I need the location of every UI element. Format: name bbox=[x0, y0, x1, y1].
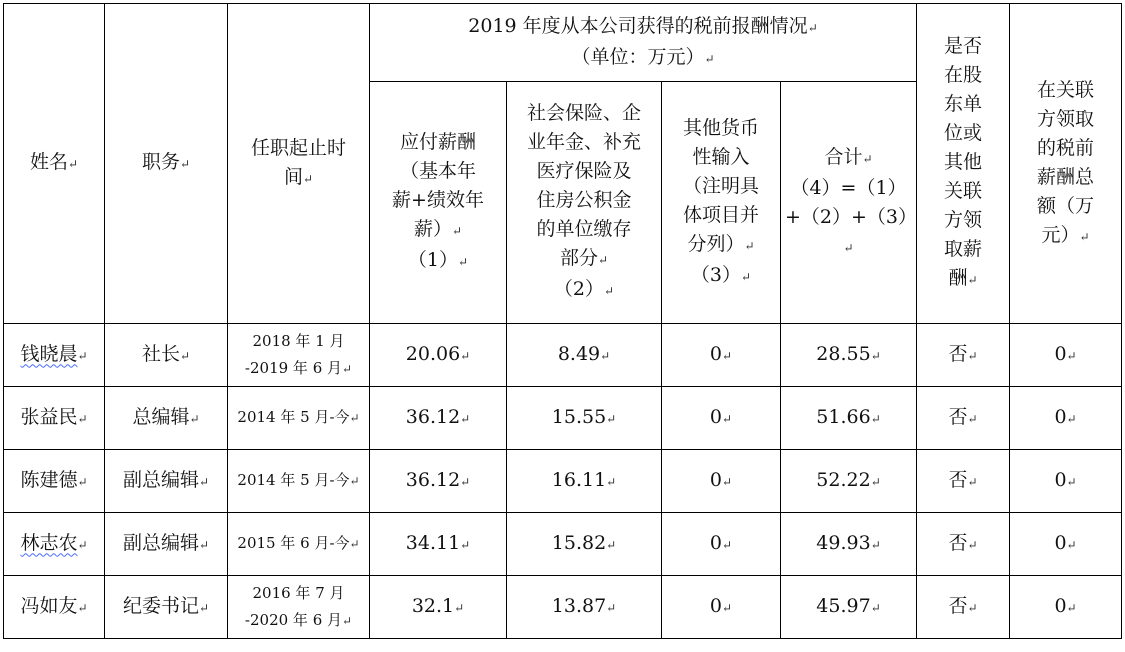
cell-tenure: 2016 年 7 月 -2020 年 6 月↵ bbox=[228, 576, 370, 639]
group-unit: （单位：万元） bbox=[571, 46, 705, 68]
cell-position: 总编辑↵ bbox=[105, 387, 228, 450]
cell-tenure: 2014 年 5 月-今↵ bbox=[228, 387, 370, 450]
group-title: 2019 年度从本公司获得的税前报酬情况 bbox=[468, 15, 808, 37]
cell-related: 否↵ bbox=[917, 324, 1010, 387]
cell-total: 49.93↵ bbox=[781, 513, 917, 576]
header-col1: 应付薪酬 （基本年 薪+绩效年 薪）↵ （1）↵ bbox=[370, 82, 507, 324]
cell-related: 否↵ bbox=[917, 387, 1010, 450]
cell-related-pay: 0↵ bbox=[1010, 387, 1122, 450]
header-related-flag: 是否 在股 东单 位或 其他 关联 方领 取薪 酬↵ bbox=[917, 4, 1010, 324]
cell-social: 15.55↵ bbox=[507, 387, 662, 450]
cell-related: 否↵ bbox=[917, 576, 1010, 639]
cell-pay: 32.1↵ bbox=[370, 576, 507, 639]
compensation-table bbox=[3, 3, 1122, 639]
cell-pay: 36.12↵ bbox=[370, 450, 507, 513]
cell-position: 社长↵ bbox=[105, 324, 228, 387]
table-row bbox=[4, 450, 1122, 513]
cell-related-pay: 0↵ bbox=[1010, 576, 1122, 639]
header-related-pay: 在关联 方领取 的税前 薪酬总 额（万 元）↵ bbox=[1010, 4, 1122, 324]
cell-total: 45.97↵ bbox=[781, 576, 917, 639]
cell-related-pay: 0↵ bbox=[1010, 324, 1122, 387]
cell-related: 否↵ bbox=[917, 513, 1010, 576]
cell-social: 15.82↵ bbox=[507, 513, 662, 576]
cell-pay: 34.11↵ bbox=[370, 513, 507, 576]
cell-other: 0↵ bbox=[662, 324, 781, 387]
cell-related: 否↵ bbox=[917, 450, 1010, 513]
cell-tenure: 2015 年 6 月-今↵ bbox=[228, 513, 370, 576]
header-col4: 合计↵ （4）=（1） +（2）+（3）↵ bbox=[781, 82, 917, 324]
cell-related-pay: 0↵ bbox=[1010, 450, 1122, 513]
cell-name: 林志农↵ bbox=[4, 513, 105, 576]
header-col3: 其他货币 性输入 （注明具 体项目并 分列）↵ （3）↵ bbox=[662, 82, 781, 324]
cell-name: 张益民↵ bbox=[4, 387, 105, 450]
header-col2: 社会保险、企 业年金、补充 医疗保险及 住房公积金 的单位缴存 部分↵ （2）↵ bbox=[507, 82, 662, 324]
cell-other: 0↵ bbox=[662, 450, 781, 513]
table-row bbox=[4, 513, 1122, 576]
cell-pay: 36.12↵ bbox=[370, 387, 507, 450]
cell-other: 0↵ bbox=[662, 513, 781, 576]
cell-social: 8.49↵ bbox=[507, 324, 662, 387]
cell-other: 0↵ bbox=[662, 387, 781, 450]
cell-position: 副总编辑↵ bbox=[105, 450, 228, 513]
cell-related-pay: 0↵ bbox=[1010, 513, 1122, 576]
cell-total: 28.55↵ bbox=[781, 324, 917, 387]
cell-position: 副总编辑↵ bbox=[105, 513, 228, 576]
cell-tenure: 2014 年 5 月-今↵ bbox=[228, 450, 370, 513]
cell-position: 纪委书记↵ bbox=[105, 576, 228, 639]
cell-social: 16.11↵ bbox=[507, 450, 662, 513]
cell-social: 13.87↵ bbox=[507, 576, 662, 639]
cell-name: 冯如友↵ bbox=[4, 576, 105, 639]
cell-total: 52.22↵ bbox=[781, 450, 917, 513]
cell-name: 陈建德↵ bbox=[4, 450, 105, 513]
cell-total: 51.66↵ bbox=[781, 387, 917, 450]
table-row bbox=[4, 387, 1122, 450]
cell-name: 钱晓晨↵ bbox=[4, 324, 105, 387]
header-group: 2019 年度从本公司获得的税前报酬情况↵ （单位：万元）↵ bbox=[370, 4, 917, 82]
table-row bbox=[4, 576, 1122, 639]
header-position: 职务↵ bbox=[105, 4, 228, 324]
cell-other: 0↵ bbox=[662, 576, 781, 639]
header-name: 姓名↵ bbox=[4, 4, 105, 324]
table-row bbox=[4, 324, 1122, 387]
cell-pay: 20.06↵ bbox=[370, 324, 507, 387]
cell-tenure: 2018 年 1 月 -2019 年 6 月↵ bbox=[228, 324, 370, 387]
header-tenure: 任职起止时 间↵ bbox=[228, 4, 370, 324]
